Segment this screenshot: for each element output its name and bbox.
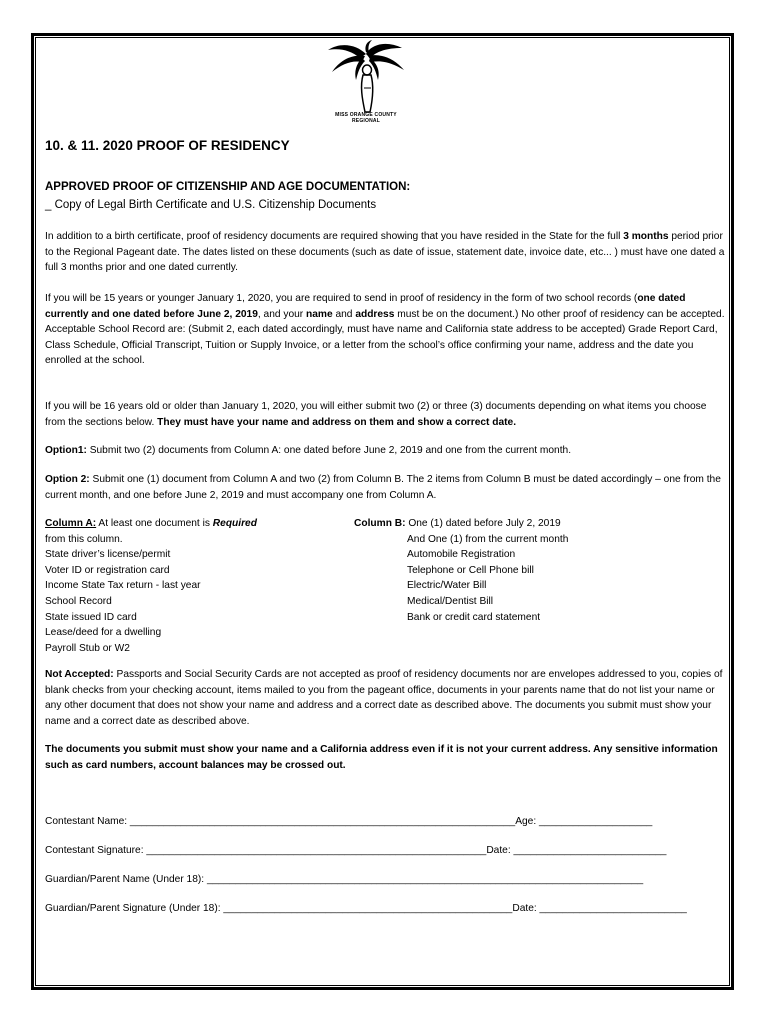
approved-heading: APPROVED PROOF OF CITIZENSHIP AND AGE DOCUMENTATION: [45, 181, 411, 193]
para2-f: address [355, 308, 395, 320]
column-b-item: Telephone or Cell Phone bill [407, 564, 534, 576]
para3-a: If you will be 16 years old or older than January 1, 2020, you will either submit two (2) or three (3) documents depending on what items you choose from the sections below. [45, 401, 707, 428]
para-intro [45, 229, 725, 276]
column-b-item: Electric/Water Bill [407, 580, 487, 592]
para2-g: must be on the document.) No other proof of residency can be accepted. [394, 308, 725, 320]
logo-text-line1: MISS ORANGE COUNTY [335, 112, 397, 118]
para2-d: name [306, 308, 333, 320]
logo-text-line2: REGIONAL [352, 118, 380, 124]
para2-a: If you will be 15 years or younger January 1, 2020, you are required to send in proof of residency in the form of two school records ( [45, 293, 638, 304]
column-b-label: Column B: [354, 518, 406, 529]
contestant-signature-field[interactable]: Contestant Signature: ____________________________________________________________Date: ___________________________ [45, 845, 667, 856]
column-b-item: Automobile Registration [407, 549, 516, 561]
column-a-item: State driver’s license/permit [45, 549, 171, 561]
column-b-intro: One (1) dated before July 2, 2019 [405, 518, 561, 529]
para2-h: Acceptable School Record are: (Submit 2, each dated accordingly, must have name and California state address to be accepted) Grade Report Card, Class Schedule, Official Transcript, Tuition or Supply Invoice, or a letter from the school’s office confirming your name, address and the date you enrolled at the school. [45, 324, 718, 366]
para1-a: In addition to a birth certificate, proof of residency documents are required showing that you have resided in the State for the full [45, 231, 624, 242]
not-accepted-label: Not Accepted: [45, 669, 114, 680]
column-a [45, 516, 345, 656]
para2-e: and [332, 308, 356, 320]
para1-c: period prior to the Regional Pageant date. The dates listed on these documents (such as date of issue, statement date, invoice date, etc... ) must have one dated a full 3 months prior and one dated currently. [45, 231, 725, 273]
notice-text: The documents you submit must show your name and a California address even if it is not your current address. Any sensitive information such as card numbers, account balances may be crossed out. [45, 744, 718, 771]
option1-label: Option1: [45, 445, 87, 456]
guardian-signature-field[interactable]: Guardian/Parent Signature (Under 18): ___________________________________________________Date: __________________________ [45, 903, 687, 914]
column-a-label: Column A: [45, 518, 97, 529]
para-16-older [45, 399, 725, 430]
column-a-item: State issued ID card [45, 611, 137, 623]
column-a-item: Voter ID or registration card [45, 564, 170, 576]
option2 [45, 472, 725, 503]
column-b-item: Bank or credit card statement [407, 611, 541, 623]
column-a-item: Payroll Stub or W2 [45, 642, 130, 654]
column-a-intro2: from this column. [45, 533, 123, 545]
column-a-item: School Record [45, 595, 112, 607]
column-b-item: Medical/Dentist Bill [407, 595, 494, 607]
notice [45, 742, 725, 773]
para-15-younger [45, 291, 725, 369]
page-title: 10. & 11. 2020 PROOF OF RESIDENCY [45, 138, 290, 153]
column-b [354, 516, 714, 625]
column-a-item: Lease/deed for a dwelling [45, 627, 162, 639]
column-a-required: Required [212, 518, 257, 529]
not-accepted [45, 667, 725, 729]
approved-line: _ Copy of Legal Birth Certificate and U.S. Citizenship Documents [45, 199, 377, 211]
para1-b: 3 months [623, 231, 669, 242]
column-a-intro: At least one document is [96, 518, 213, 529]
option2-label: Option 2: [45, 474, 90, 485]
column-b-item: And One (1) from the current month [407, 533, 569, 545]
option1 [45, 443, 725, 459]
option1-text: Submit two (2) documents from Column A: one dated before June 2, 2019 and one from the current month. [86, 445, 572, 456]
logo-text [316, 112, 416, 124]
not-accepted-text: Passports and Social Security Cards are not accepted as proof of residency documents nor are envelopes addressed to you, copies of blank checks from your checking account, items mailed to you from the pageant office, documents in your parents name that do not list your name or any other document that does not show your name and address and a correct date as described above. The documents you submit must show your name and a correct date as described above. [45, 669, 723, 727]
column-a-item: Income State Tax return - last year [45, 580, 201, 592]
option2-text: Submit one (1) document from Column A and two (2) from Column B. The 2 items from Column B must be dated accordingly – one from the current month, and one before June 2, 2019 and must accompany one from Column A. [45, 474, 721, 501]
para2-b: one dated currently and one dated before June 2, 2019 [45, 293, 686, 320]
para2-c: , and your [257, 308, 307, 320]
contestant-name-field[interactable]: Contestant Name: ____________________________________________________________________Age: ____________________ [45, 816, 653, 827]
para3-b: They must have your name and address on them and show a correct date. [157, 416, 517, 428]
guardian-name-field[interactable]: Guardian/Parent Name (Under 18): _____________________________________________________________________________ [45, 874, 644, 885]
